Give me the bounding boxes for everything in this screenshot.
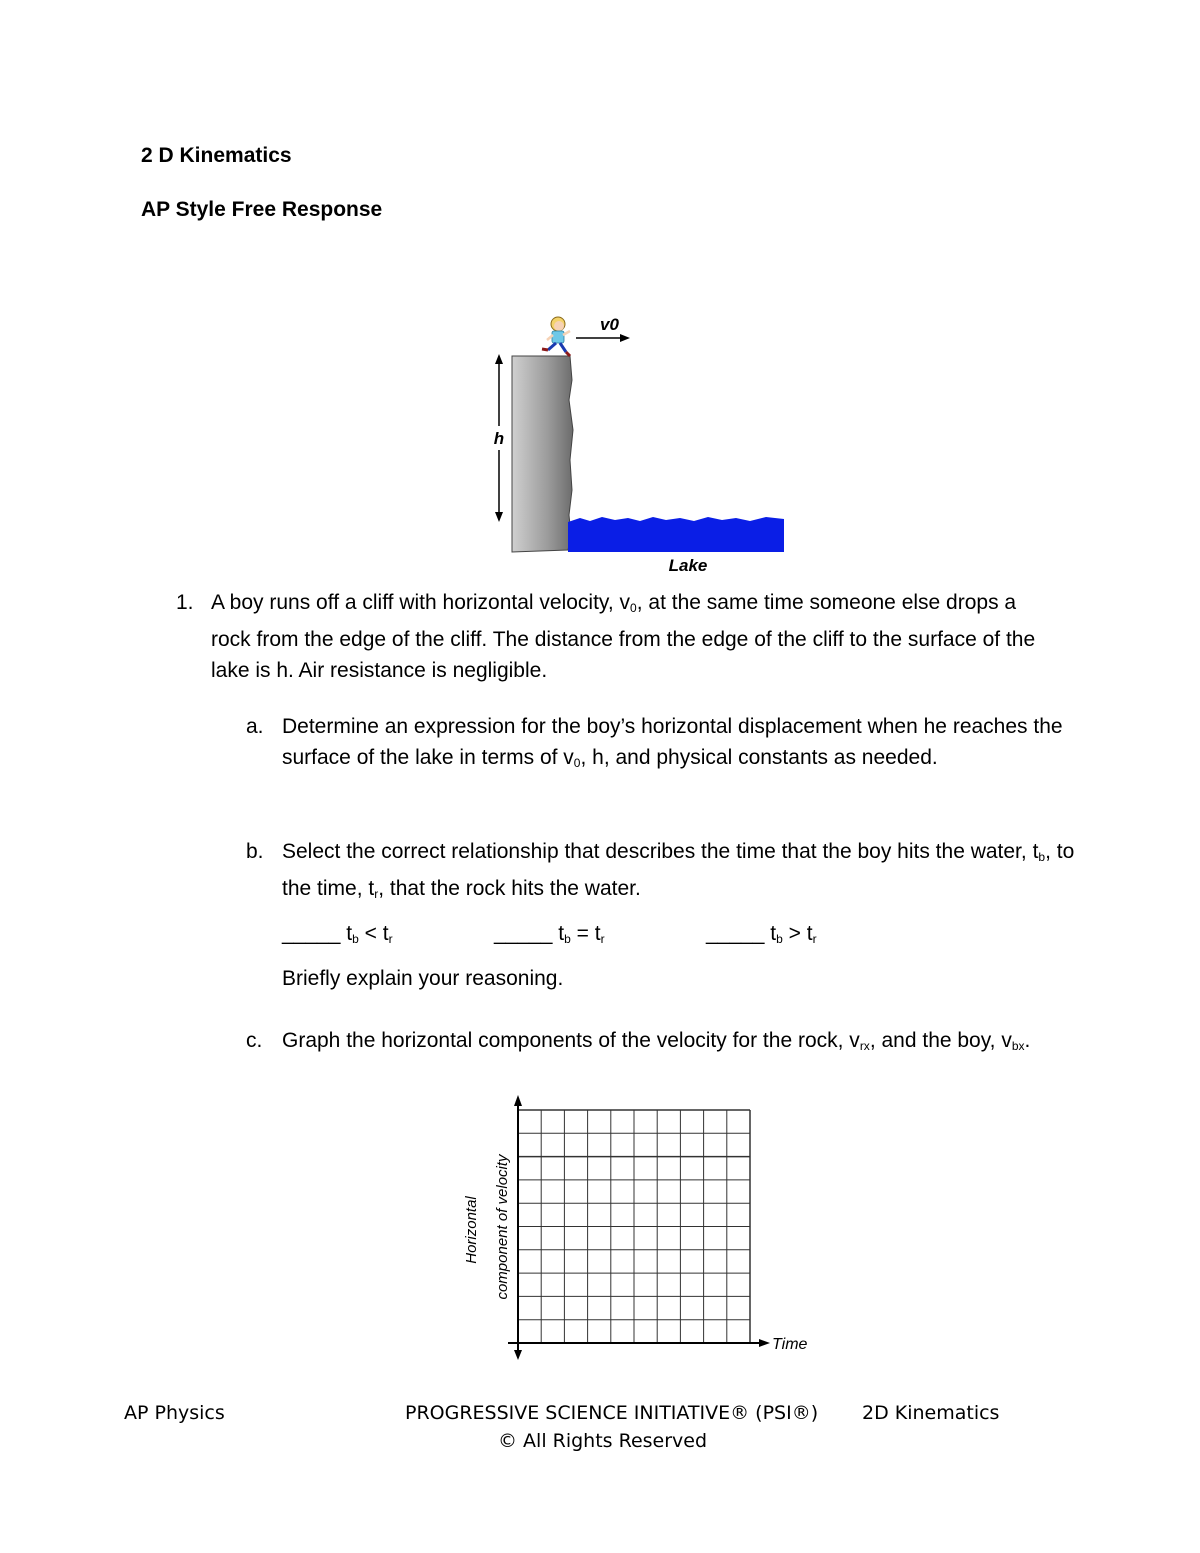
footer-center: PROGRESSIVE SCIENCE INITIATIVE® (PSI®) bbox=[405, 1402, 819, 1424]
velocity-time-graph[interactable] bbox=[450, 1090, 820, 1365]
velocity-label: v0 bbox=[600, 315, 619, 334]
cliff-shape bbox=[512, 356, 573, 552]
page-title: 2 D Kinematics bbox=[141, 144, 292, 167]
running-boy-icon bbox=[542, 317, 570, 356]
part-c-marker: c. bbox=[246, 1029, 263, 1052]
velocity-arrow bbox=[576, 334, 630, 342]
x-axis-label: Time bbox=[772, 1336, 808, 1353]
part-c-text: Graph the horizontal components of the velocity for the rock, $v_{rx}$, and the boy, $v_{bx}$. bbox=[282, 1029, 1031, 1053]
cliff-diagram bbox=[470, 300, 800, 580]
lake-water bbox=[568, 517, 784, 552]
question-stem: A boy runs off a cliff with horizontal velocity, $v_0$, at the same time someone else drops a rock from the edge of the cliff. The distance from the edge of the cliff to the surface of the lake is h. Air resistance is negligible. bbox=[211, 591, 1036, 682]
lake-label: Lake bbox=[668, 556, 708, 575]
height-label: h bbox=[493, 429, 505, 448]
part-b-explain: Briefly explain your reasoning. bbox=[282, 967, 564, 990]
footer-left: AP Physics bbox=[124, 1402, 225, 1424]
page-subtitle: AP Style Free Response bbox=[141, 198, 383, 221]
option-equal[interactable]: _____ $t_b = t_r$ bbox=[494, 922, 605, 946]
part-b-marker: b. bbox=[246, 840, 264, 863]
part-a-text: Determine an expression for the boy’s horizontal displacement when he reaches the surface of the lake in terms of $v_0$, h, and physical constants as needed. bbox=[282, 715, 1063, 770]
part-b-text: Select the correct relationship that describes the time that the boy hits the water, $t_b$, to the time, $t_r$, that the rock hits the water. bbox=[282, 840, 1075, 901]
question-number: 1. bbox=[176, 591, 194, 614]
y-axis-arrow-bottom bbox=[514, 1350, 522, 1360]
option-less-than[interactable]: _____ $t_b < t_r$ bbox=[282, 922, 393, 946]
y-axis-label-line1: Horizontal bbox=[463, 1196, 480, 1264]
y-axis-label-line2: component of velocity bbox=[494, 1154, 511, 1300]
y-axis-arrow bbox=[514, 1095, 522, 1106]
x-axis-arrow bbox=[759, 1339, 770, 1347]
footer-rights: © All Rights Reserved bbox=[498, 1430, 708, 1452]
option-greater-than[interactable]: _____ $t_b > t_r$ bbox=[706, 922, 817, 946]
part-a-marker: a. bbox=[246, 715, 264, 738]
footer-right: 2D Kinematics bbox=[862, 1402, 1000, 1424]
